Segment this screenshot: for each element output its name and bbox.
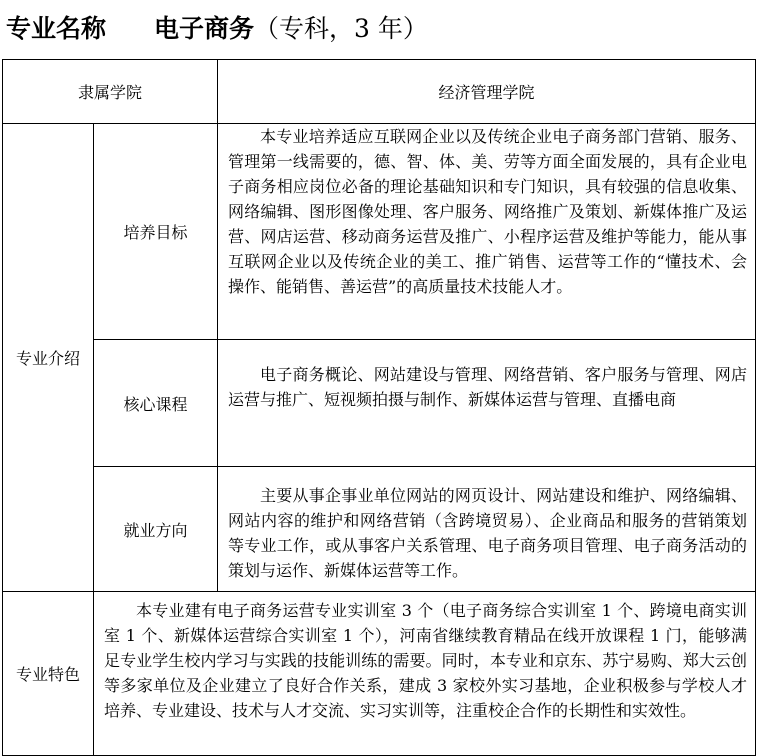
core-row	[3, 340, 756, 467]
core-label: 核心课程	[94, 340, 218, 467]
feature-text: 本专业建有电子商务运营专业实训室 3 个（电子商务综合实训室 1 个、跨境电商实训室 1 个、新媒体运营综合实训室 1 个），河南省继续教育精品在线开放课程 1 门，能够满足专业学生校内学习与实践的技能训练的需要。同时，本专业和京东、苏宁易购、郑大云创等多家单位及企业建立了良好合作关系，建成 3 家校外实习基地，企业积极参与学校人才培养、专业建设、技术与人才交流、实习实训等，注重校企合作的长期性和实效性。	[104, 601, 748, 720]
major-duration: （专科，3 年）	[254, 14, 428, 43]
major-info-table	[2, 59, 756, 756]
goal-text: 本专业培养适应互联网企业以及传统企业电子商务部门营销、服务、管理第一线需要的，德、智、体、美、劳等方面全面发展的，具有企业电子商务相应岗位必备的理论基础知识和专门知识，具有较强的信息收集、网络编辑、图形图像处理、客户服务、网络推广及策划、新媒体推广及运营、网店运营、移动商务运营及推广、小程序运营及维护等能力，能从事互联网企业以及传统企业的美工、推广销售、运营等工作的“懂技术、会操作、能销售、善运营”的高质量技术技能人才。	[228, 127, 748, 296]
job-label: 就业方向	[94, 467, 218, 592]
college-label: 隶属学院	[3, 60, 218, 124]
college-row	[3, 60, 756, 124]
job-text: 主要从事企事业单位网站的网页设计、网站建设和维护、网络编辑、网站内容的维护和网络营销（含跨境贸易）、企业商品和服务的营销策划等专业工作，或从事客户关系管理、电子商务项目管理、电子商务活动的策划与运作、新媒体运营等工作。	[228, 486, 748, 580]
title-label: 专业名称	[6, 14, 107, 43]
goal-row	[3, 124, 756, 340]
feature-row	[3, 592, 756, 756]
document-title	[6, 14, 428, 44]
job-row	[3, 467, 756, 592]
core-content	[218, 340, 756, 467]
intro-label: 专业介绍	[3, 124, 94, 592]
college-value: 经济管理学院	[218, 60, 756, 124]
goal-content	[218, 124, 756, 340]
job-content	[218, 467, 756, 592]
feature-label: 专业特色	[3, 592, 94, 756]
feature-content	[94, 592, 756, 756]
goal-label: 培养目标	[94, 124, 218, 340]
core-text: 电子商务概论、网站建设与管理、网络营销、客户服务与管理、网店运营与推广、短视频拍摄与制作、新媒体运营与管理、直播电商	[228, 365, 748, 409]
major-name: 电子商务	[154, 14, 255, 43]
